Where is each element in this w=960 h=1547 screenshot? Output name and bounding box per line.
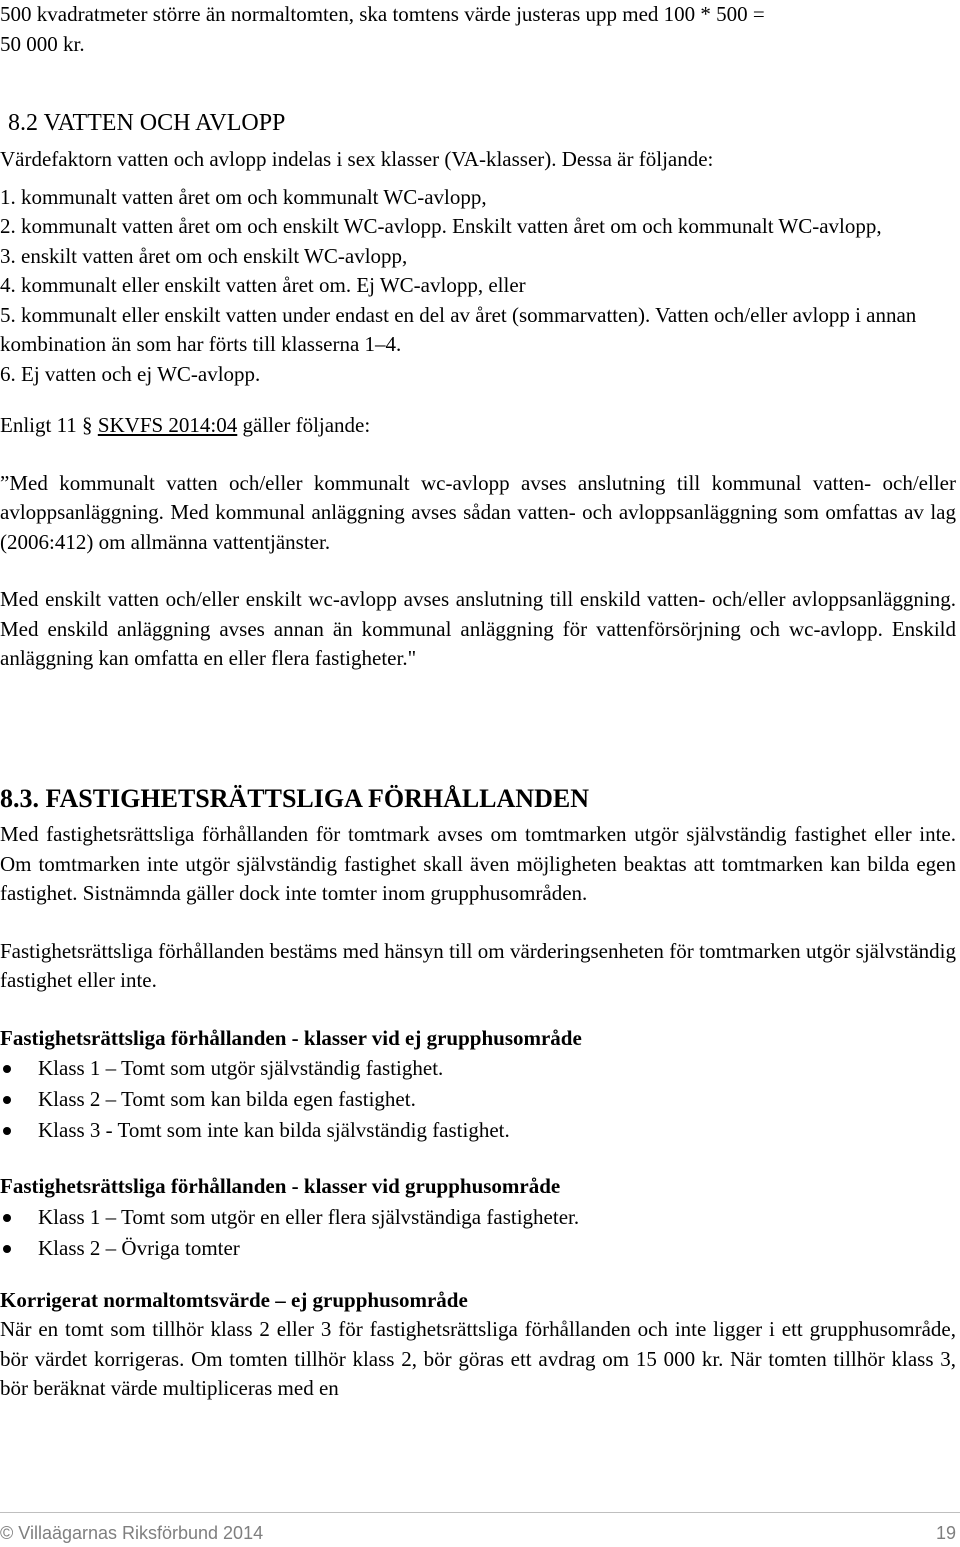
quote-paragraph-1: ”Med kommunalt vatten och/eller kommunalt wc-avlopp avses anslutning till kommunal vatten- och/eller avloppsanläggning. Med kommunal anläggning avses sådan vatten- och avloppsanläggning som omfattas av lag (2006:412) om allmänna vattentjänster. <box>0 470 956 554</box>
section-heading-8-2: 8.2 VATTEN OCH AVLOPP <box>8 110 286 136</box>
section-8-3-body <box>0 820 956 1404</box>
class-list-not-group-housing <box>0 1053 956 1146</box>
bullet-icon <box>3 1214 11 1222</box>
page-number: 19 <box>935 1523 956 1543</box>
va-class-item: 2. kommunalt vatten året om och enskilt WC-avlopp. Enskilt vatten året om och kommunalt WC-avlopp, <box>0 214 882 238</box>
subheading-not-group-housing: Fastighetsrättsliga förhållanden - klasser vid ej grupphusområde <box>0 1025 582 1050</box>
subheading-corrected-value: Korrigerat normaltomtsvärde – ej grupphusområde <box>0 1287 468 1312</box>
list-item <box>0 1233 956 1264</box>
bullet-icon <box>3 1245 11 1253</box>
section-8-3-paragraph-2: Fastighetsrättsliga förhållanden bestäms med hänsyn till om värderingsenheten för tomtmarken utgör självständig fastighet eller inte. <box>0 938 956 992</box>
bullet-icon <box>3 1065 11 1073</box>
list-item-text: Klass 1 – Tomt som utgör en eller flera självständiga fastigheter. <box>38 1204 580 1229</box>
va-class-item: 1. kommunalt vatten året om och kommunalt WC-avlopp, <box>0 184 487 209</box>
list-item <box>0 1115 956 1146</box>
section-8-2-body <box>0 145 956 674</box>
intro-line-1: 500 kvadratmeter större än normaltomten, ska tomtens värde justeras upp med 100 * 500 = <box>0 2 765 26</box>
section-heading-8-3: 8.3. FASTIGHETSRÄTTSLIGA FÖRHÅLLANDEN <box>0 784 589 813</box>
list-item-text: Klass 2 – Övriga tomter <box>38 1235 240 1260</box>
list-item <box>0 1202 956 1233</box>
section-8-3-paragraph-1: Med fastighetsrättsliga förhållanden för tomtmark avses om tomtmarken utgör självständig fastighet eller inte. Om tomtmarken inte utgör självständig fastighet skall även möjligheten beaktas att tomtmarken kan bilda egen fastighet. Sistnämnda gäller dock inte tomter inom grupphusområden. <box>0 822 956 905</box>
list-item-text: Klass 2 – Tomt som kan bilda egen fastighet. <box>38 1087 416 1111</box>
va-class-item: 4. kommunalt eller enskilt vatten året om. Ej WC-avlopp, eller <box>0 273 526 297</box>
va-class-item: 6. Ej vatten och ej WC-avlopp. <box>0 361 261 386</box>
bullet-icon <box>3 1096 11 1104</box>
list-item <box>0 1084 956 1115</box>
list-item-text: Klass 3 - Tomt som inte kan bilda självständig fastighet. <box>38 1118 510 1142</box>
skvfs-link[interactable]: SKVFS 2014:04 <box>97 413 238 437</box>
footer-divider <box>0 1512 960 1513</box>
intro-paragraph <box>0 0 956 59</box>
reference-suffix: gäller följande: <box>237 413 371 437</box>
section-8-3-paragraph-3: När en tomt som tillhör klass 2 eller 3 för fastighetsrättsliga förhållanden och inte ligger i ett grupphusområde, bör värdet korrigeras. Om tomten tillhör klass 2, bör göras ett avdrag om 15 000 kr. När tomten tillhör klass 3, bör beräknat värde multipliceras med en <box>0 1317 956 1400</box>
list-item <box>0 1053 956 1084</box>
va-intro: Värdefaktorn vatten och avlopp indelas i sex klasser (VA-klasser). Dessa är följande: <box>0 147 714 171</box>
va-class-item: 5. kommunalt eller enskilt vatten under endast en del av året (sommarvatten). Vatten och/eller avlopp i annan kombination än som har förts till klasserna 1–4. <box>0 302 917 356</box>
footer-copyright: © Villaägarnas Riksförbund 2014 <box>0 1523 264 1543</box>
list-item-text: Klass 1 – Tomt som utgör självständig fastighet. <box>38 1056 444 1080</box>
subheading-group-housing: Fastighetsrättsliga förhållanden - klasser vid grupphusområde <box>0 1174 561 1198</box>
bullet-icon <box>3 1127 11 1135</box>
class-list-group-housing <box>0 1202 956 1264</box>
va-class-item: 3. enskilt vatten året om och enskilt WC-avlopp, <box>0 243 408 268</box>
reference-prefix: Enligt 11 § <box>0 413 98 437</box>
intro-line-2: 50 000 kr. <box>0 31 85 56</box>
quote-paragraph-2: Med enskilt vatten och/eller enskilt wc-avlopp avses anslutning till enskild vatten- och/eller avloppsanläggning. Med enskild anläggning avses annan än kommunal anläggning för vattenförsörjning och wc-avlopp. Enskild anläggning kan omfatta en eller flera fastigheter." <box>0 587 956 670</box>
legal-reference <box>0 411 956 441</box>
